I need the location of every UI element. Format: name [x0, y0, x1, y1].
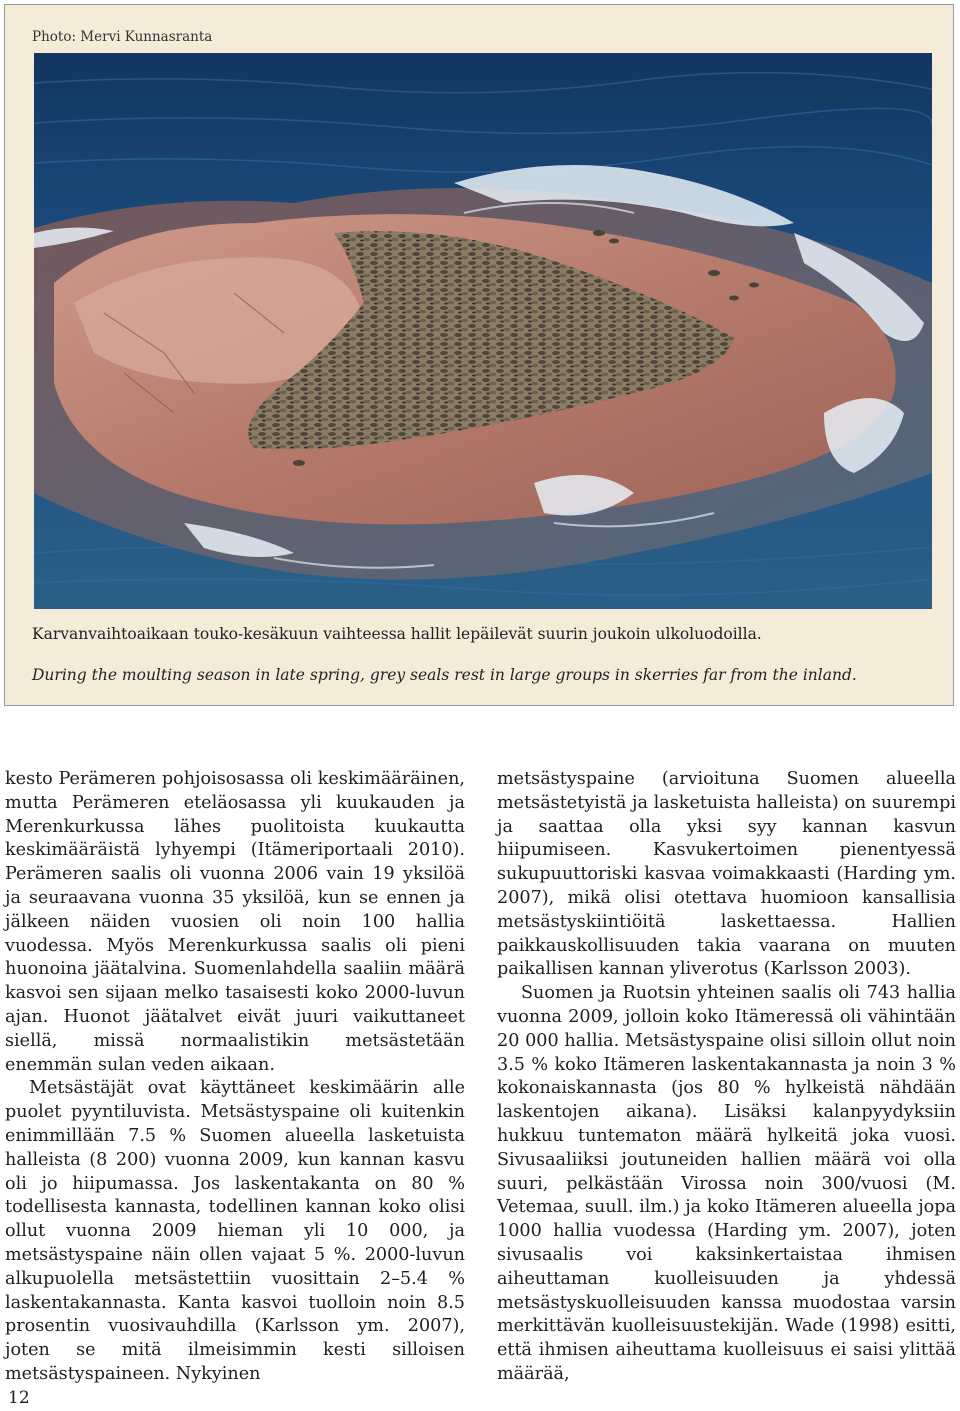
photo-credit: Photo: Mervi Kunnasranta [32, 29, 213, 45]
seal-photo [34, 53, 932, 609]
caption-finnish: Karvanvaihtoaikaan touko-kesäkuun vaihteessa hallit lepäilevät suurin joukoin ulkoluodoilla. [32, 625, 762, 643]
paragraph: Metsästäjät ovat käyttäneet keskimäärin alle puolet pyyntiluvista. Metsästyspaine oli kuitenkin enimmillään 7.5 % Suomen alueella lasketuista halleista (8 200) vuonna 2009, kun kannan kasvu oli jo hiipumassa. Jos laskentakanta on 80 % todellisesta kannasta, todellinen kannan koko olisi ollut vuonna 2009 hieman yli 10 000, ja metsästyspaine näin ollen vajaat 5 %. 2000-luvun alkupuolella metsästettiin vuosittain 2–5.4 % laskentakannasta. Kanta kasvoi tuolloin noin 8.5 prosentin vuosivauhdilla (Karlsson ym. 2007), joten se mitä ilmeisimmin kesti silloisen metsästyspaineen. Nykyinen [5, 1078, 465, 1384]
right-text-column [497, 768, 956, 1387]
paragraph: metsästyspaine (arvioituna Suomen alueella metsästetyistä ja lasketuista halleista) on suurempi ja saattaa olla yksi syy kannan kasvun hiipumiseen. Kasvukertoimen pienentyessä sukupuuttoriski kasvaa voimakkaasti (Harding ym. 2007), mikä olisi otettava huomioon kansallisia metsästyskiintiöitä laskettaessa. Hallien paikkauskollisuuden takia vaarana on muuten paikallisen kannan yliverotus (Karlsson 2003). [497, 769, 956, 980]
left-text-column [5, 768, 465, 1387]
seal-photo-illustration [34, 53, 932, 609]
caption-english: During the moulting season in late spring, grey seals rest in large groups in skerries far from the inland. [32, 666, 857, 684]
paragraph: kesto Perämeren pohjoisosassa oli keskimääräinen, mutta Perämeren eteläosassa yli kuukauden ja Merenkurkussa lähes puolitoista kuukautta keskimääräistä lyhyempi (Itämeriportaali 2010). Perämeren saalis oli vuonna 2006 vain 19 yksilöä ja seuraavana vuonna 35 yksilöä, kun se ennen ja jälkeen näiden vuosien oli noin 100 hallia vuodessa. Myös Merenkurkussa saalis oli pieni huonoina jäätalvina. Suomenlahdella saaliin määrä kasvoi sen sijaan melko tasaisesti koko 2000-luvun ajan. Huonot jäätalvet eivät juuri vaikuttaneet siellä, missä normaalistikin metsästetään enemmän sulan veden aikaan. [5, 769, 465, 1075]
figure-box [4, 4, 954, 706]
page-number: 12 [8, 1388, 30, 1408]
paragraph: Suomen ja Ruotsin yhteinen saalis oli 743 hallia vuonna 2009, jolloin koko Itämeressä oli vähintään 20 000 hallia. Metsästyspaine olisi silloin ollut noin 3.5 % koko Itämeren laskentakannasta ja noin 3 % kokonaiskannasta (jos 80 % hylkeistä nähdään laskentojen aikana). Lisäksi kalanpyydyksiin hukkuu tuntematon määrä hylkeitä joka vuosi. Sivusaaliiksi joutuneiden hallien määrä voi olla suuri, pelkästään Virossa noin 300/vuosi (M. Vetemaa, suull. ilm.) ja koko Itämeren alueella jopa 1000 hallia vuodessa (Harding ym. 2007), joten sivusaalis voi kaksinkertaistaa ihmisen aiheuttaman kuolleisuuden ja yhdessä metsästyskuolleisuuden kanssa muodostaa varsin merkittävän kuolleisuustekijän. Wade (1998) esitti, että ihmisen aiheuttama kuolleisuus ei saisi ylittää määrää, [497, 983, 956, 1384]
